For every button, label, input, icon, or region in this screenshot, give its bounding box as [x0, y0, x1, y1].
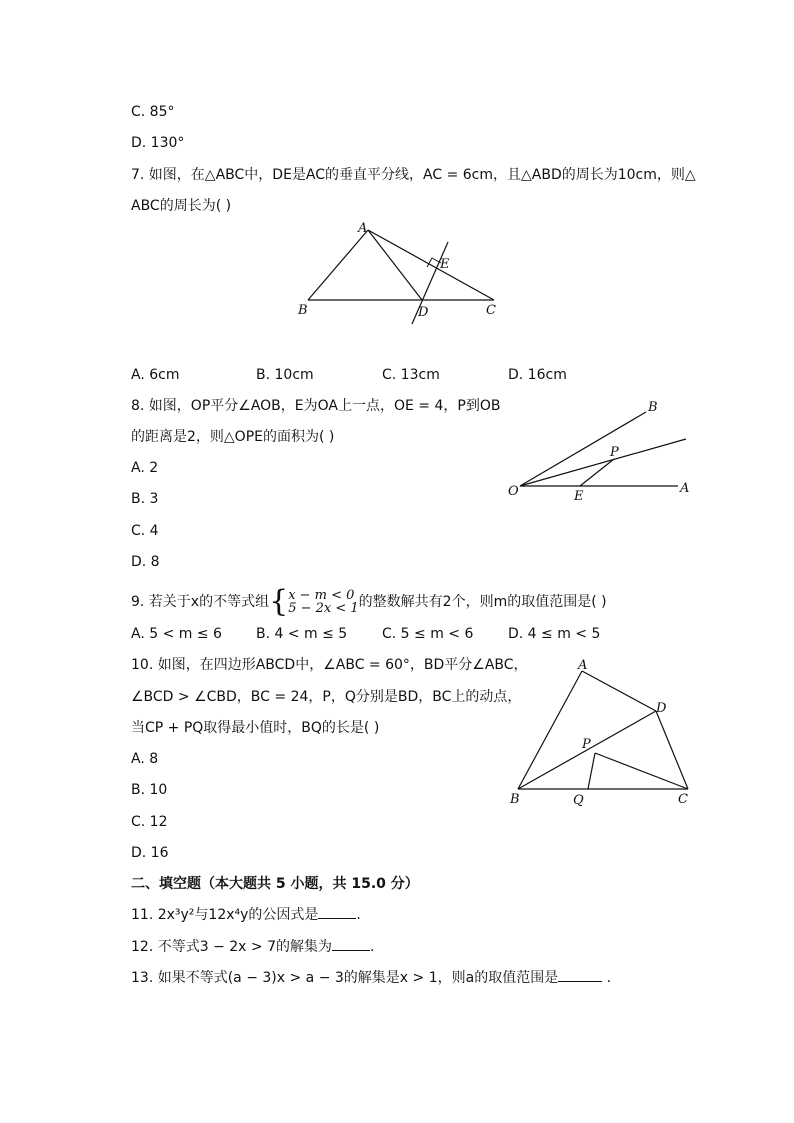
q12-answer-blank[interactable] [332, 938, 370, 951]
q9-brace-icon: { [269, 584, 289, 619]
q13-tail: . [602, 970, 612, 986]
q10-segment-cd [656, 711, 688, 789]
section-2-title: 二、填空题（本大题共 5 小题，共 15.0 分） [131, 876, 419, 892]
q10-stem-line3: 当CP + PQ取得最小值时，BQ的长是( ) [131, 720, 380, 736]
q10-figure [500, 655, 700, 810]
q13-stem [131, 968, 611, 988]
q8-figure [500, 395, 700, 505]
q9-inequality-1: x − m < 0 [288, 588, 355, 603]
q7-segment-ab [308, 230, 368, 300]
q10-option-d: D. 16 [131, 845, 169, 861]
q8-label-e: E [574, 489, 584, 504]
q8-ray-ob [520, 412, 646, 486]
q13-text: 13. 如果不等式(a − 3)x > a − 3的解集是x > 1，则a的取值范围是 [131, 970, 559, 986]
q11-stem [131, 905, 361, 925]
q8-ray-op [520, 439, 686, 486]
q7-label-d: D [418, 305, 429, 320]
q8-stem-line1: 8. 如图，OP平分∠AOB，E为OA上一点，OE = 4，P到OB [131, 398, 501, 414]
q8-label-b: B [648, 400, 658, 415]
q11-text: 11. 2x³y²与12x⁴y的公因式是 [131, 907, 319, 923]
q7-option-d: D. 16cm [508, 367, 567, 383]
q9-stem [131, 584, 607, 619]
q10-segment-ad [582, 671, 656, 711]
q7-stem-line1: 7. 如图，在△ABC中，DE是AC的垂直平分线，AC = 6cm，且△ABD的周长为10cm，则△ [131, 167, 696, 183]
q9-stem-pre: 9. 若关于x的不等式组 [131, 594, 270, 610]
q10-segment-pq [588, 753, 595, 789]
q12-tail: . [369, 939, 375, 955]
q9-inequality-system [288, 589, 358, 615]
q8-segment-pe [580, 459, 614, 486]
q8-option-b: B. 3 [131, 491, 159, 507]
q10-stem-line1: 10. 如图，在四边形ABCD中，∠ABC = 60°，BD平分∠ABC， [131, 657, 528, 673]
q8-label-a: A [680, 481, 690, 496]
q10-segment-pc [595, 753, 688, 789]
q7-label-c: C [486, 303, 496, 318]
q9-option-c: C. 5 ≤ m < 6 [382, 626, 474, 642]
q7-option-b: B. 10cm [256, 367, 314, 383]
q8-option-a: A. 2 [131, 460, 159, 476]
q10-option-c: C. 12 [131, 814, 168, 830]
q7-label-a: A [358, 221, 368, 236]
q7-option-c: C. 13cm [382, 367, 440, 383]
q10-option-a: A. 8 [131, 751, 159, 767]
q7-label-e: E [440, 257, 450, 272]
q9-stem-post: 的整数解共有2个，则m的取值范围是( ) [358, 594, 607, 610]
q9-option-d: D. 4 ≤ m < 5 [508, 626, 601, 642]
q10-label-b: B [510, 792, 520, 807]
q10-label-a: A [578, 658, 588, 673]
q12-text: 12. 不等式3 − 2x > 7的解集为 [131, 939, 332, 955]
q7-stem-line2: ABC的周长为( ) [131, 198, 232, 214]
q8-option-d: D. 8 [131, 554, 160, 570]
q8-label-o: O [508, 484, 519, 499]
q7-label-b: B [298, 303, 308, 318]
q10-stem-line2: ∠BCD > ∠CBD，BC = 24，P，Q分别是BD，BC上的动点， [131, 689, 522, 705]
q9-option-a: A. 5 < m ≤ 6 [131, 626, 222, 642]
q7-figure [290, 220, 510, 330]
q10-label-c: C [678, 792, 688, 807]
q7-option-a: A. 6cm [131, 367, 180, 383]
q6-option-d: D. 130° [131, 135, 185, 151]
q12-stem [131, 937, 374, 957]
q11-answer-blank[interactable] [318, 906, 356, 919]
q13-answer-blank[interactable] [558, 969, 602, 982]
q10-label-d: D [656, 701, 667, 716]
q7-segment-ac [368, 230, 494, 300]
q8-stem-line2: 的距离是2，则△OPE的面积为( ) [131, 429, 335, 445]
q9-inequality-2: 5 − 2x < 1 [288, 601, 359, 616]
q11-tail: . [356, 907, 361, 923]
q7-segment-ad [368, 230, 422, 300]
q6-option-c: C. 85° [131, 104, 175, 120]
q9-option-b: B. 4 < m ≤ 5 [256, 626, 348, 642]
q10-label-q: Q [573, 793, 584, 808]
q10-label-p: P [582, 737, 591, 752]
q10-option-b: B. 10 [131, 782, 168, 798]
q8-label-p: P [610, 445, 619, 460]
q8-option-c: C. 4 [131, 523, 159, 539]
